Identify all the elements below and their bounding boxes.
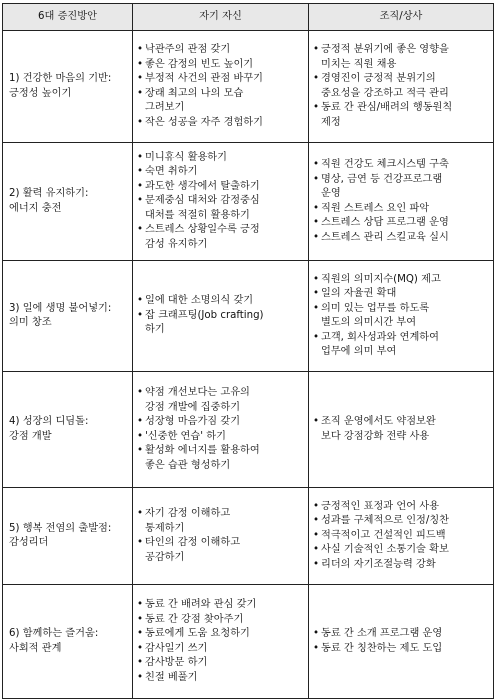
list-item: • 미니휴식 활용하기 [137, 151, 304, 166]
self-cell [133, 261, 309, 372]
list-item: 그려보기 [145, 102, 185, 113]
list-item: • 스트레스 상황일수록 긍정 [137, 223, 304, 238]
list-item: 감성 유지하기 [145, 238, 208, 250]
list-item: • 동료 간 강점 찾아주기 [137, 613, 304, 628]
table-row [3, 372, 494, 488]
list-item: • 동료 간 칭찬하는 제도 도입 [313, 642, 489, 657]
org-list [313, 415, 489, 444]
org-list [313, 158, 489, 245]
org-cell [309, 585, 494, 699]
list-item: 제정 [321, 116, 341, 128]
self-cell [133, 143, 309, 261]
list-item: • 긍정적인 표정과 언어 사용 [313, 500, 489, 515]
list-item: 대처를 적절히 활용하기 [145, 209, 250, 221]
category-line: 에너지 충전 [9, 202, 62, 214]
self-list [137, 598, 304, 685]
list-item: • 과도한 생각에서 탈출하기 [137, 180, 304, 195]
list-item: • 스트레스 관리 스킬교육 실시 [313, 231, 489, 246]
list-item: • 직원 건강도 체크시스템 구축 [313, 158, 489, 173]
list-item: • 부정적 사건의 관점 바꾸기 [137, 72, 304, 87]
list-item: • 직원 스트레스 요인 파악 [313, 202, 489, 217]
list-item: 좋은 습관 형성하기 [145, 459, 231, 471]
org-cell [309, 488, 494, 585]
header-org: 조직/상사 [309, 4, 494, 31]
org-cell [309, 261, 494, 372]
self-cell [133, 585, 309, 699]
list-item: • 조직 운영에서도 약점보완 [313, 415, 489, 430]
org-cell [309, 31, 494, 143]
list-item: • 동료에게 도움 요청하기 [137, 627, 304, 642]
list-item: • 성과를 구체적으로 인정/칭찬 [313, 514, 489, 529]
self-list [137, 151, 304, 253]
list-item: • 친절 베풀기 [137, 671, 304, 686]
list-item: • 명상, 금연 등 건강프로그램 [313, 173, 489, 188]
table-row [3, 488, 494, 585]
self-list [137, 507, 304, 565]
list-item: • 타인의 감정 이해하고 [137, 536, 304, 551]
self-list [137, 43, 304, 130]
category-cell [3, 31, 133, 143]
list-item: • 직원의 의미지수(MQ) 제고 [313, 273, 489, 288]
org-list [313, 43, 489, 130]
list-item: • 동료 간 배려와 관심 갖기 [137, 598, 304, 613]
self-cell [133, 31, 309, 143]
category-cell [3, 261, 133, 372]
list-item: • 낙관주의 관점 갖기 [137, 43, 304, 58]
list-item: 강점 개발에 집중하기 [145, 401, 241, 413]
list-item: 별도의 의미시간 부여 [321, 317, 417, 328]
list-item: • '신중한 연습' 하기 [137, 430, 304, 445]
list-item: • 약점 개선보다는 고유의 [137, 386, 304, 401]
list-item: • 일에 대한 소명의식 갖기 [137, 294, 304, 309]
list-item: • 의미 있는 업무를 하도록 [313, 302, 489, 317]
category-cell [3, 585, 133, 699]
category-line: 감성리더 [9, 537, 49, 548]
list-item: • 일의 자율권 확대 [313, 287, 489, 302]
list-item: • 감사일기 쓰기 [137, 642, 304, 657]
category-line: 긍정성 높이기 [9, 87, 72, 99]
self-list [137, 294, 304, 338]
header-category: 6대 증진방안 [3, 4, 133, 31]
header-row [3, 4, 494, 31]
list-item: 보다 강점강화 전략 사용 [321, 430, 430, 442]
list-item: • 리더의 자기조절능력 강화 [313, 558, 489, 573]
org-cell [309, 372, 494, 488]
list-item: • 긍정적 분위기에 좋은 영향을 [313, 43, 489, 58]
list-item: • 자기 감정 이해하고 [137, 507, 304, 522]
list-item: 중요성을 강조하고 적극 관리 [321, 87, 449, 99]
category-cell [3, 372, 133, 488]
list-item: 운영 [321, 188, 341, 199]
list-item: • 고객, 회사성과와 연계하여 [313, 331, 489, 346]
category-cell [3, 488, 133, 585]
self-list [137, 386, 304, 473]
table-row [3, 31, 494, 143]
list-item: • 숙면 취하기 [137, 165, 304, 180]
list-item: • 성장형 마음가짐 갖기 [137, 415, 304, 430]
list-item: • 사실 기술적인 소통기술 확보 [313, 543, 489, 558]
list-item: • 동료 간 소개 프로그램 운영 [313, 627, 489, 642]
category-line: 의미 창조 [9, 317, 52, 328]
list-item: • 적극적이고 건설적인 피드백 [313, 529, 489, 544]
list-item: • 동료 간 관심/배려의 행동원칙 [313, 101, 489, 116]
list-item: • 좋은 감정의 빈도 높이기 [137, 58, 304, 73]
list-item: 미치는 직원 채용 [321, 58, 397, 70]
org-list [313, 500, 489, 573]
category-line: 강점 개발 [9, 430, 52, 442]
list-item: 공감하기 [145, 551, 185, 563]
list-item: • 장래 최고의 나의 모습 [137, 87, 304, 102]
list-item: 통제하기 [145, 522, 185, 534]
strategy-table [2, 3, 494, 699]
category-line: 4) 성장의 디딤돌: [9, 416, 89, 427]
self-cell [133, 488, 309, 585]
list-item: • 경영진이 긍정적 분위기의 [313, 72, 489, 87]
list-item: • 문제중심 대처와 감정중심 [137, 194, 304, 209]
table-row [3, 143, 494, 261]
category-line: 5) 행복 전염의 출발점: [9, 522, 112, 534]
category-line: 1) 건강한 마음의 기반: [9, 73, 112, 84]
list-item: • 감사방문 하기 [137, 656, 304, 671]
list-item: • 스트레스 상담 프로그램 운영 [313, 216, 489, 231]
category-line: 6) 함께하는 즐거움: [9, 628, 99, 639]
table-row [3, 585, 494, 699]
table-row [3, 261, 494, 372]
category-cell [3, 143, 133, 261]
list-item: 하기 [145, 324, 165, 336]
header-self: 자기 자신 [133, 4, 309, 31]
list-item: • 활성화 에너지를 활용하여 [137, 444, 304, 459]
category-line: 사회적 관계 [9, 642, 62, 654]
list-item: 업무에 의미 부여 [321, 346, 397, 357]
self-cell [133, 372, 309, 488]
category-line: 2) 활력 유지하기: [9, 188, 89, 199]
category-line: 3) 일에 생명 불어넣기: [9, 302, 112, 314]
org-list [313, 273, 489, 360]
org-cell [309, 143, 494, 261]
org-list [313, 627, 489, 656]
list-item: • 잡 크래프팅(Job crafting) [137, 309, 304, 324]
list-item: • 작은 성공을 자주 경험하기 [137, 116, 304, 131]
